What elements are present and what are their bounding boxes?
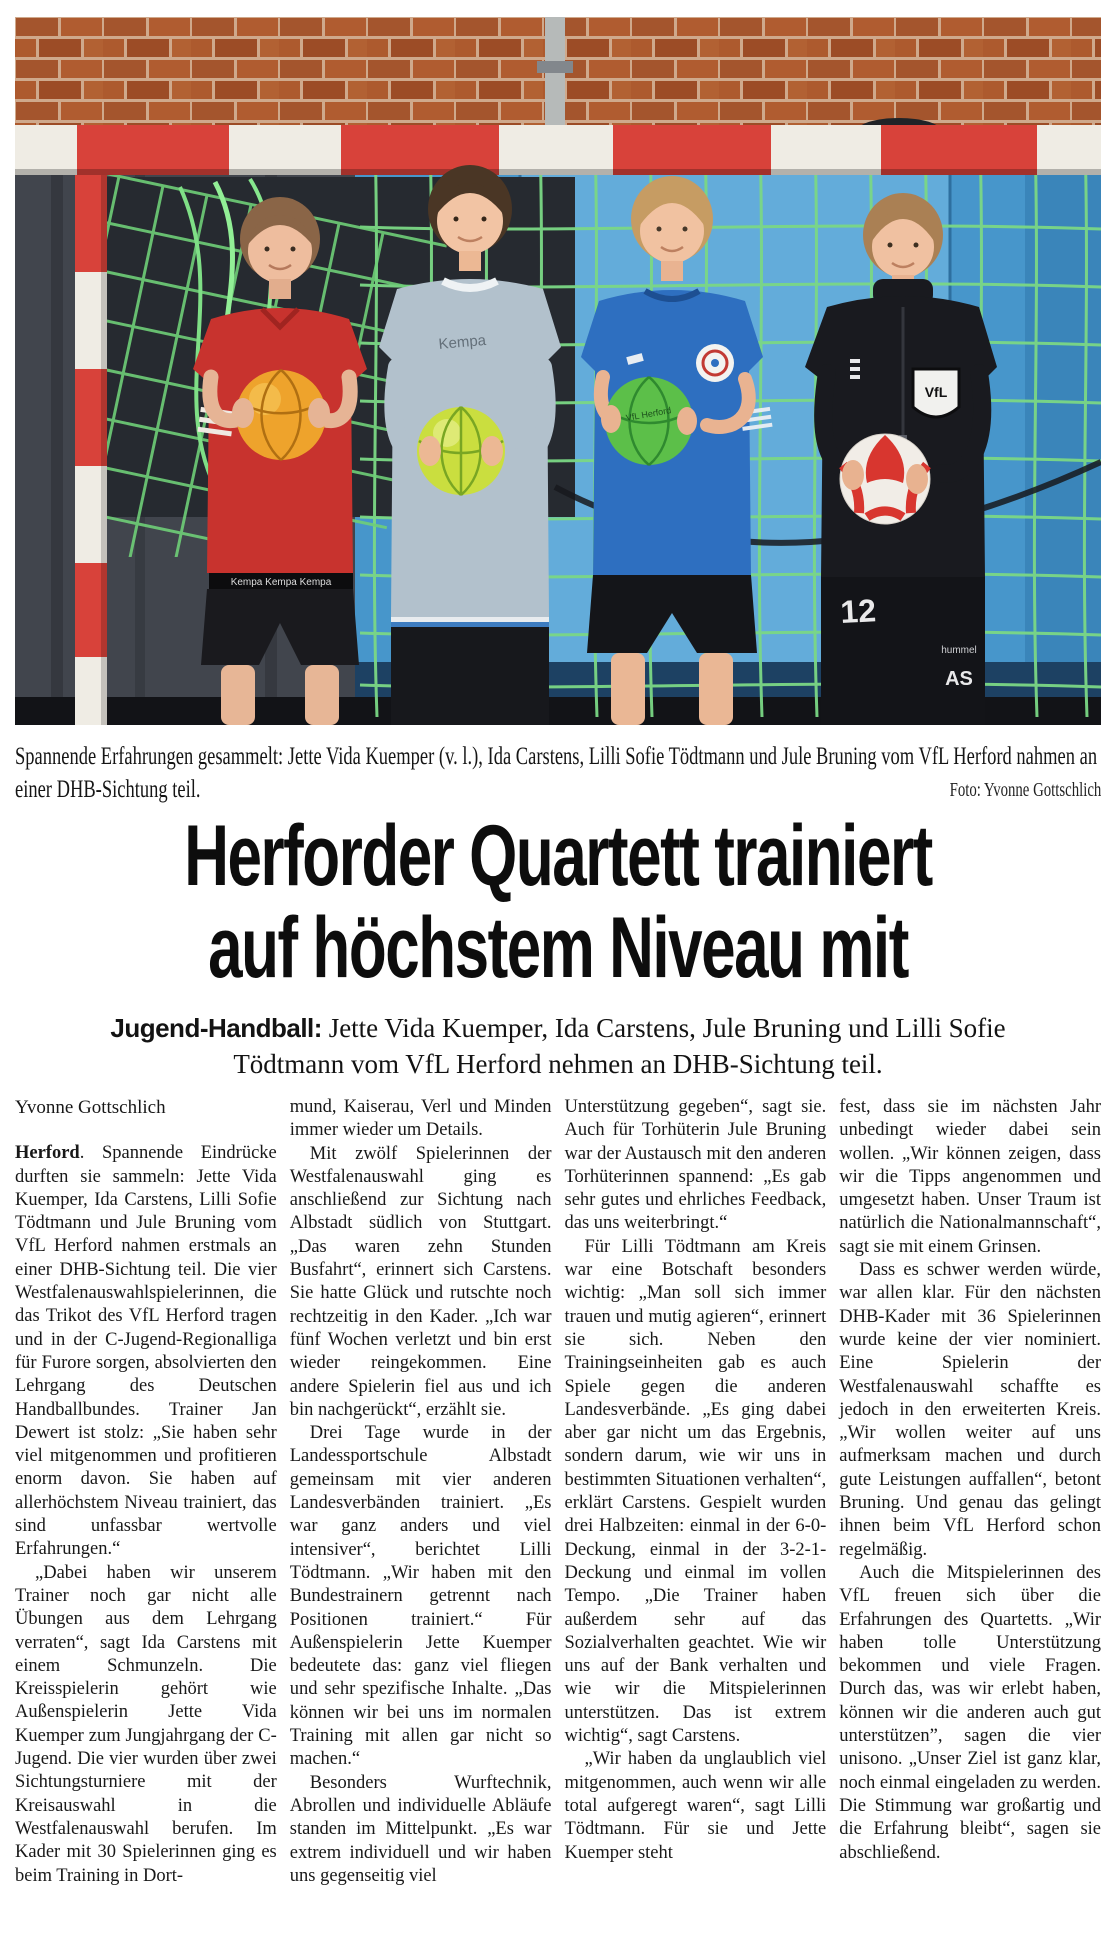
paragraph: Besonders Wurftechnik, Abrollen und individuelle Abläufe standen im Mittelpunkt. „Es war extrem individuell und wir haben uns gegenseitig viel — [289, 1772, 552, 1886]
paragraph: „Dabei haben wir unserem Trainer noch gar nicht alle Übungen aus dem Lehrgang verraten“, sagt Ida Carstens mit einem Schmunzeln. Die Kreisspielerin gehört wie Außenspielerin Jette Vida Kuemper zum Jungjahrgang der C-Jugend. Die vier wurden über zwei Sichtungsturniere mit der Kreisauswahl in die Westfalenauswahl berufen. Im Kader mit 30 Spielerinnen ging es beim Training in Dort- — [15, 1562, 277, 1886]
paragraph: mund, Kaiserau, Verl und Minden immer wieder um Details. — [289, 1097, 552, 1141]
column-4 — [839, 1096, 1101, 1888]
article-columns — [15, 1096, 1101, 1888]
dateline: Herford — [15, 1143, 80, 1164]
column-1 — [15, 1096, 277, 1888]
paragraph: Auch die Mitspielerinnen des VfL freuen sich über die Erfahrungen des Quartetts. „Wir haben tolle Unterstützung bekommen und viele Fragen. Durch das, was wir erlebt haben, können wir die anderen auch gut unterstützen”, sagen die vier unisono. „Unser Ziel ist ganz klar, noch einmal eingeladen zu werden. Die Stimmung war großartig und die Erfahrung bleibt“, sagen sie abschließend. — [839, 1562, 1101, 1863]
headline-line-2: auf höchstem Niveau mit — [208, 900, 908, 996]
paragraph: Herford. Spannende Eindrücke durften sie sammeln: Jette Vida Kuemper, Ida Carstens, Lilli Sofie Tödtmann und Jule Bruning vom VfL Herford nahmen erstmals an einer DHB-Sichtung teil. Die vier Westfalenauswahlspielerinnen, die das Trikot des VfL Herford tragen und in der C-Jugend-Regionalliga für Furore sorgen, absolvierten den Lehrgang des Deutschen Handballbundes. Trainer Jan Dewert ist stolz: „Sie haben sehr viel mitgenommen und profitieren enorm davon. Sie haben auf allerhöchstem Niveau trainiert, das sind unfassbar wertvolle Erfahrungen.“ — [15, 1143, 277, 1560]
paragraph: Drei Tage wurde in der Landessportschule Albstadt gemeinsam mit vier anderen Landesverbänden trainiert. „Es war ganz anders und viel intensiver“, berichtet Lilli Tödtmann. „Wir haben mit den Bundestrainern getrennt nach Positionen trainiert.“ Für Außenspielerin Jette Kuemper bedeutete das: ganz viel fliegen und sehr spezifische Inhalte. „Das können wir bei uns im normalen Training mit allen gar nicht so machen.“ — [289, 1423, 552, 1770]
column-2 — [290, 1096, 552, 1888]
subhead — [66, 1010, 1051, 1082]
ball-text-label: VfL Herford — [625, 405, 672, 423]
photo-credit: Foto: Yvonne Gottschlich — [949, 779, 1101, 801]
paragraph: Unterstützung gegeben“, sagt sie. Auch für Torhüterin Jule Bruning war der Austausch mit den anderen Torhüterinnen spannend: „Es gab sehr gutes und ehrliches Feedback, das uns weiterbringt.“ — [564, 1097, 827, 1234]
waistband-brand-label: Kempa Kempa Kempa — [230, 577, 332, 588]
crest-label: VfL — [924, 384, 948, 400]
byline: Yvonne Gottschlich — [15, 1097, 166, 1118]
paragraph: „Wir haben da unglaublich viel mitgenommen, auch wenn wir alle total aufgeregt waren“, sagt Lilli Tödtmann. Für sie und Jette Kuemper steht — [564, 1749, 827, 1863]
paragraph: Dass es schwer werden würde, war allen klar. Für den nächsten DHB-Kader mit 36 Spielerinnen wurde keine der vier nominiert. Eine Spielerin der Westfalenauswahl schaffte es jedoch in den erweiterten Kreis. „Wir wollen weiter auf uns aufmerksam machen und durch gute Leistungen auffallen“, betont Bruning. Und genau das gelingt ihnen beim VfL Herford schon regelmäßig. — [839, 1260, 1101, 1560]
jersey-brand-label: Kempa — [437, 331, 487, 353]
pants-brand-label: hummel — [941, 645, 977, 656]
pants-initials-label: AS — [945, 668, 973, 690]
photo-caption: Spannende Erfahrungen gesammelt: Jette Vida Kuemper (v. l.), Ida Carstens, Lilli Sofie Tödtmann und Jule Bruning vom VfL Herford nahmen an einer DHB-Sichtung teil. — [15, 743, 1098, 803]
article-photo — [15, 17, 1101, 725]
pants-number-label: 12 — [839, 592, 877, 630]
page-title — [156, 810, 960, 994]
paragraph: Für Lilli Tödtmann am Kreis war eine Botschaft besonders wichtig: „Man soll sich immer trauen und mutig agieren“, erinnert sie sich. Neben den Trainingseinheiten gab es auch Spiele gegen die anderen Landesverbände. „Es ging dabei aber gar nicht um das Ergebnis, sondern darum, wie wir uns in bestimmten Situationen verhalten“, erklärt Carstens. Gespielt wurden drei Halbzeiten: einmal in der 6-0-Deckung, einmal in der 3-2-1-Deckung und einmal im vollen Tempo. „Die Trainer haben außerdem sehr auf das Sozialverhalten geachtet. Wie wir uns auf der Bank verhalten und wie wir die Mitspielerinnen unterstützen. Das ist extrem wichtig“, sagt Carstens. — [564, 1236, 827, 1747]
paragraph: Mit zwölf Spielerinnen der Westfalenauswahl ging es anschließend zur Sichtung nach Albstadt südlich von Stuttgart. „Das waren zehn Stunden Busfahrt“, erinnert sich Carstens. Sie hatte Glück und rutschte noch rechtzeitig in den Kader. „Ich war fünf Wochen verletzt und bin erst wieder reingekommen. Eine andere Spielerin fiel aus und ich bin nachgerückt“, erzählt sie. — [289, 1143, 552, 1420]
headline-line-1: Herforder Quartett trainiert — [184, 808, 932, 904]
subhead-kicker: Jugend-Handball: — [110, 1013, 322, 1043]
column-3 — [565, 1096, 827, 1888]
subhead-text: Jette Vida Kuemper, Ida Carstens, Jule Bruning und Lilli Sofie Tödtmann vom VfL Herford nehmen an DHB-Sichtung teil. — [233, 1013, 1006, 1079]
paragraph: fest, dass sie im nächsten Jahr unbedingt wieder dabei sein wollen. „Wir können zeigen, dass wir die Tipps angenommen und umgesetzt haben. Unser Traum ist natürlich die Nationalmannschaft“, sagt sie mit einem Grinsen. — [839, 1097, 1101, 1257]
photo-caption-row — [15, 740, 1101, 806]
photo-illustration — [15, 17, 1101, 725]
article-body — [15, 1096, 1101, 1888]
vfl-crest — [913, 369, 959, 417]
